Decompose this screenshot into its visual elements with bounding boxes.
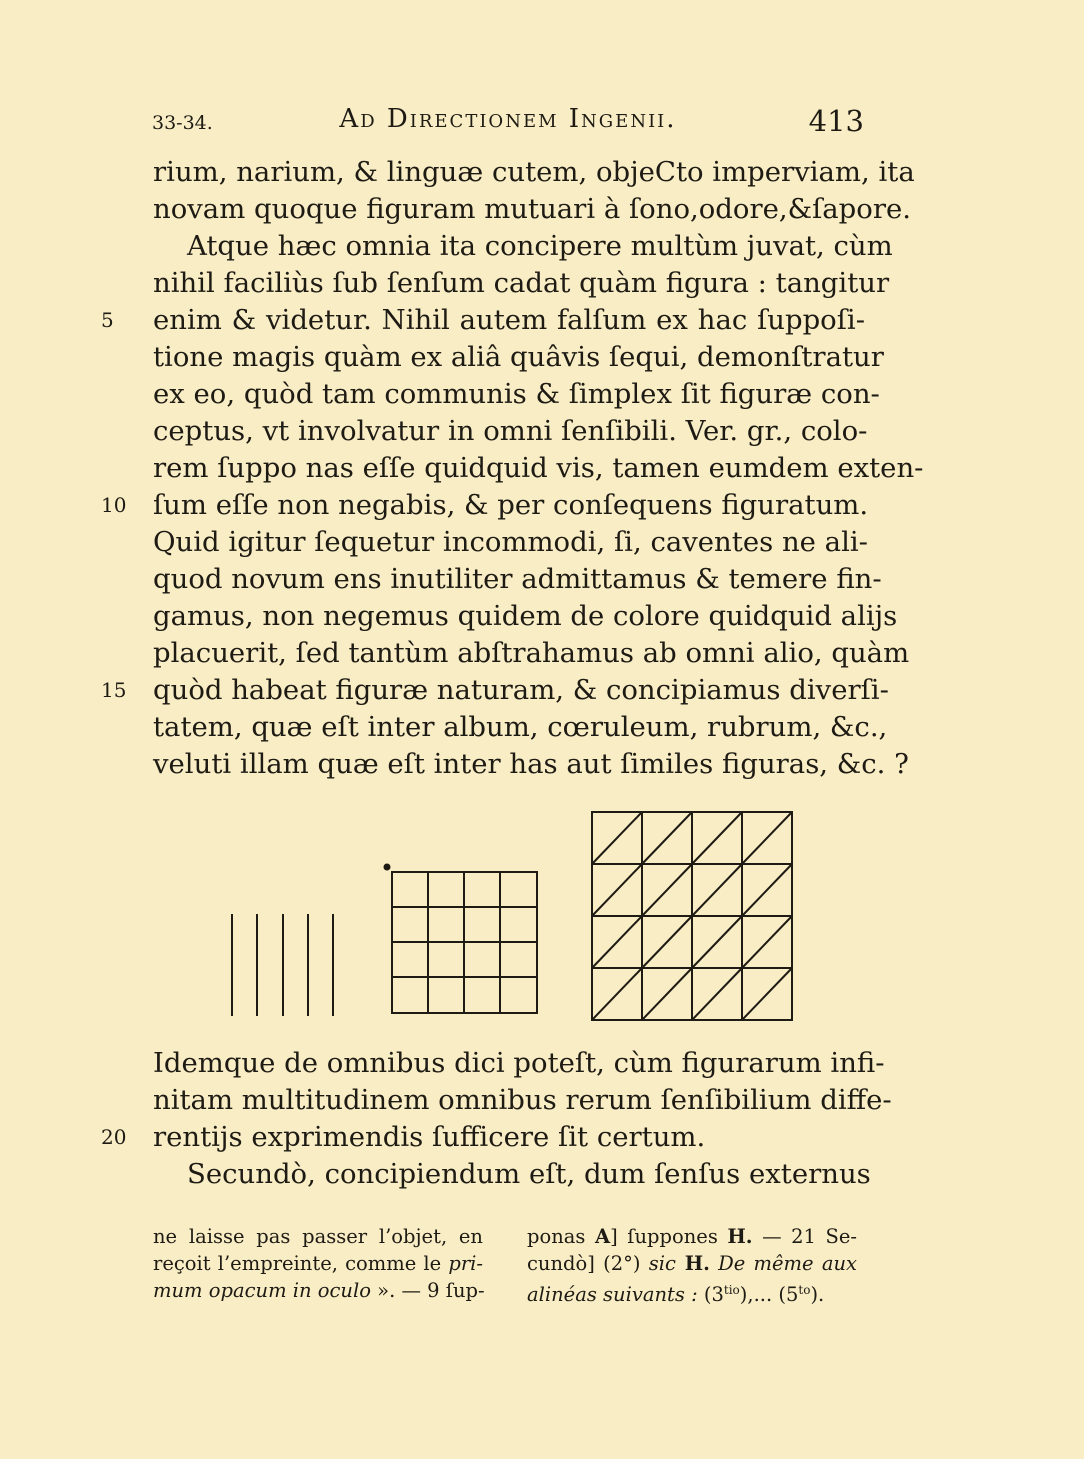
footnote-line <box>153 1250 483 1277</box>
text-line: veluti illam quæ eſt inter has aut ſimiles figuras, &c. ? <box>153 748 909 780</box>
text-line-content: enim & videtur. Nihil autem falſum ex hac ſuppoſi- <box>153 304 865 336</box>
text-line: gamus, non negemus quidem de colore quidquid alijs <box>153 600 898 632</box>
body-text-bottom <box>101 1045 892 1193</box>
text-line: Secundò, concipiendum eſt, dum ſenſus externus <box>187 1158 871 1190</box>
footnote-text: (3 <box>697 1283 724 1306</box>
footnote-italic: mum opacum in oculo <box>153 1279 371 1302</box>
footnote-bold: H. <box>727 1225 753 1248</box>
figure-illustrations <box>220 806 800 1028</box>
text-line <box>101 487 869 524</box>
text-line: Atque hæc omnia ita concipere multùm juvat, cùm <box>187 230 893 262</box>
footnote-italic: sic <box>648 1252 676 1275</box>
footnote-line <box>153 1277 483 1304</box>
footnote-column-left <box>153 1223 483 1304</box>
footnote-italic: De même aux <box>709 1252 857 1275</box>
text-line: ceptus, vt involvatur in omni ſenſibili. Ver. gr., colo- <box>153 415 868 447</box>
text-line: nitam multitudinem omnibus rerum ſenſibilium diffe- <box>153 1084 892 1116</box>
footnote-line <box>527 1277 857 1304</box>
text-line: rium, narium, & linguæ cutem, objeCto imperviam, ita <box>153 156 915 188</box>
text-line: tatem, quæ eſt inter album, cœruleum, rubrum, &c., <box>153 711 888 743</box>
footnote-superscript: tio <box>723 1283 740 1297</box>
footnote-text: ),... (5 <box>739 1283 799 1306</box>
footnote-line <box>527 1223 857 1250</box>
triangle-grid <box>592 812 792 1020</box>
body-text-top <box>101 154 924 783</box>
running-title: Ad Directionem Ingenii. <box>339 104 677 134</box>
square-grid <box>392 872 537 1013</box>
figure-svg <box>220 806 800 1028</box>
page-range: 33-34. <box>152 112 213 134</box>
footnote-line: ne laisse pas passer l’objet, en <box>153 1225 483 1248</box>
footnote-text: ponas <box>527 1225 595 1248</box>
grid-dot <box>384 864 391 871</box>
footnote-bold: A <box>594 1225 611 1248</box>
line-number: 5 <box>101 308 114 332</box>
line-number: 10 <box>101 493 127 517</box>
text-line: tione magis quàm ex aliâ quâvis ſequi, demonſtratur <box>153 341 884 373</box>
text-line: nihil faciliùs ſub ſenſum cadat quàm figura : tangitur <box>153 267 890 299</box>
text-line: novam quoque figuram mutuari à ſono,odore,&ſapore. <box>153 193 911 225</box>
page-number: 413 <box>808 104 864 138</box>
footnote-italic: alinéas suivants : <box>527 1283 698 1306</box>
footnote-italic: pri- <box>448 1252 483 1275</box>
text-line: ex eo, quòd tam communis & ſimplex ſit figuræ con- <box>153 378 880 410</box>
text-line: placuerit, ſed tantùm abſtrahamus ab omni alio, quàm <box>153 637 910 669</box>
line-number: 15 <box>101 678 127 702</box>
text-line <box>101 672 889 709</box>
footnote-bold: H. <box>675 1252 710 1275</box>
running-header <box>152 104 864 140</box>
text-line: Idemque de omnibus dici poteſt, cùm figurarum infi- <box>153 1047 885 1079</box>
footnote-text: cundò] (2°) <box>527 1252 649 1275</box>
footnote-text: ] ſuppones <box>610 1225 728 1248</box>
text-line: quod novum ens inutiliter admittamus & temere fin- <box>153 563 882 595</box>
text-line-content: quòd habeat figuræ naturam, & concipiamus diverſi- <box>153 674 889 706</box>
text-line: Quid igitur ſequetur incommodi, ſi, caventes ne ali- <box>153 526 868 558</box>
text-line: rem ſuppo nas eſſe quidquid vis, tamen eumdem exten- <box>153 452 924 484</box>
text-line <box>101 1119 865 1156</box>
footnote-text: ». — 9 ſup- <box>370 1279 485 1302</box>
footnote-column-right <box>527 1223 857 1304</box>
line-number: 20 <box>101 1125 127 1149</box>
footnote-text: ). <box>810 1283 825 1306</box>
footnote-text: reçoit l’empreinte, comme le <box>153 1252 449 1275</box>
footnote-text: — 21 Se- <box>752 1225 857 1248</box>
text-line-content: rentijs exprimendis ſufficere ſit certum. <box>153 1121 706 1153</box>
footnote-line <box>527 1250 857 1277</box>
footnote-superscript: to <box>798 1283 811 1297</box>
text-line <box>101 302 865 339</box>
text-line-content: ſum eſſe non negabis, & per conſequens figuratum. <box>153 489 869 521</box>
